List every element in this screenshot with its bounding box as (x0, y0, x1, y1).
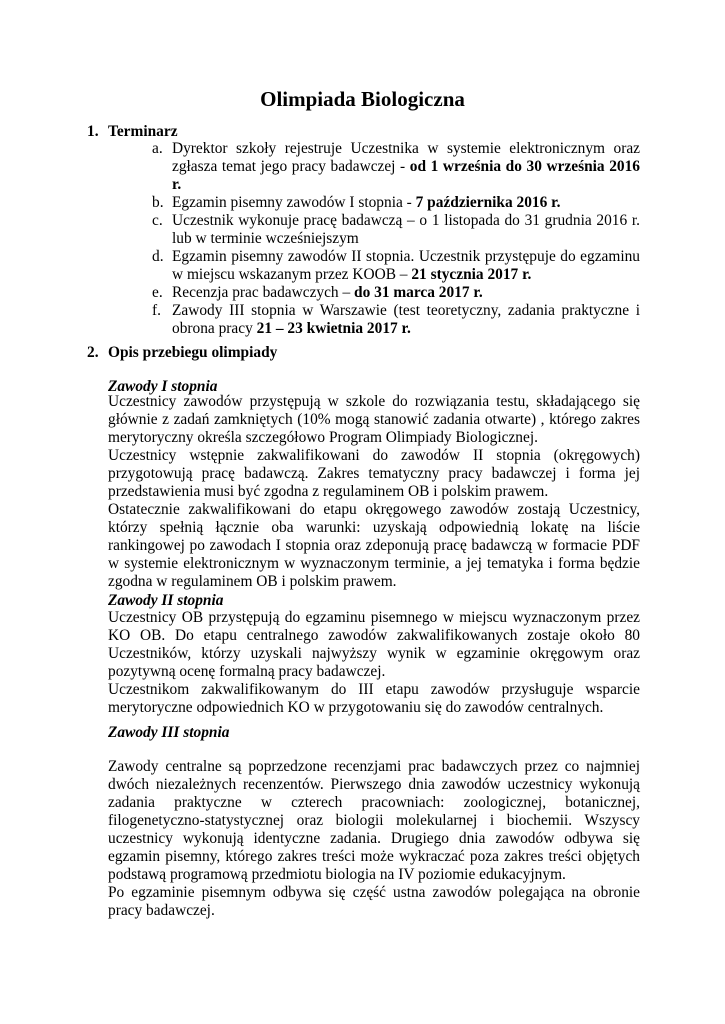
paragraph: Ostatecznie zakwalifikowani do etapu okręgowego zawodów zostają Uczestnicy, którzy spełnią łącznie oba warunki: uzyskają odpowiednią lokatę na liście rankingowej po zawodach I stopnia oraz zdeponują pracę badawczą w formacie PDF w systemie elektronicznym w wyznaczonym terminie, a jej tematyka i forma będzie zgodna w regulaminem OB i polskim prawem. (108, 501, 640, 590)
item-date: 7 października 2016 r. (415, 194, 561, 211)
item-letter: c. (152, 212, 163, 229)
section-number: 1. (87, 123, 99, 140)
schedule-list (152, 140, 640, 338)
section-number: 2. (87, 344, 99, 361)
paragraph: Uczestnicy wstępnie zakwalifikowani do zawodów II stopnia (okręgowych) przygotowują pracę badawczą. Zakres tematyczny pracy badawczej i forma jej przedstawienia musi być zgodna z regulaminem OB i polskim prawem. (108, 447, 640, 500)
item-letter: d. (152, 248, 164, 265)
item-letter: b. (152, 194, 164, 211)
schedule-item-c (152, 212, 640, 248)
item-date: do 31 marca 2017 r. (354, 284, 483, 301)
item-date: 21 stycznia 2017 r. (411, 266, 532, 283)
schedule-item-f (152, 302, 640, 338)
item-letter: a. (152, 140, 163, 157)
item-text: Dyrektor szkoły rejestruje Uczestnika w systemie elektronicznym oraz zgłasza temat jego pracy badawczej - (172, 140, 640, 175)
section-title: Opis przebiegu olimpiady (108, 344, 278, 361)
schedule-item-d (152, 248, 640, 284)
item-letter: e. (152, 284, 163, 301)
stage1-heading: Zawody I stopnia (108, 378, 218, 395)
page-title: Olimpiada Biologiczna (260, 87, 465, 111)
stage3-heading: Zawody III stopnia (108, 724, 230, 741)
item-date: od 1 września do 30 września 2016 r. (172, 158, 640, 193)
paragraph: Uczestnicy zawodów przystępują w szkole do rozwiązania testu, składającego się głównie z zadań zamkniętych (10% mogą stanowić zadania otwarte) , którego zakres merytoryczny określa szczegółowo Program Olimpiady Biologicznej. (108, 393, 640, 446)
paragraph: Uczestnicy OB przystępują do egzaminu pisemnego w miejscu wyznaczonym przez KO OB. Do etapu centralnego zawodów zakwalifikowanych zostaje około 80 Uczestników, którzy uzyskali najwyższy wynik w egzaminie okręgowym oraz pozytywną ocenę formalną pracy badawczej. (108, 609, 640, 680)
paragraph: Po egzaminie pisemnym odbywa się część ustna zawodów polegająca na obronie pracy badawczej. (108, 884, 640, 919)
stage2-heading: Zawody II stopnia (108, 592, 224, 609)
schedule-item-a (152, 140, 640, 194)
paragraph: Uczestnikom zakwalifikowanym do III etapu zawodów przysługuje wsparcie merytoryczne odpowiednich KO w przygotowaniu się do zawodów centralnych. (108, 681, 640, 716)
stage2-body (108, 609, 640, 717)
item-text: Egzamin pisemny zawodów I stopnia - (172, 194, 416, 211)
item-text: Egzamin pisemny zawodów II stopnia. Uczestnik przystępuje do egzaminu w miejscu wskazanym przez KOOB – (172, 248, 640, 283)
schedule-item-b (152, 194, 640, 212)
item-date: 21 – 23 kwietnia 2017 r. (256, 320, 411, 337)
section-heading-terminarz (87, 123, 647, 141)
schedule-item-e (152, 284, 640, 302)
stage3-body (108, 758, 640, 920)
item-text: Recenzja prac badawczych – (172, 284, 355, 301)
item-letter: f. (152, 302, 161, 319)
paragraph: Zawody centralne są poprzedzone recenzjami prac badawczych przez co najmniej dwóch niezależnych recenzentów. Pierwszego dnia zawodów uczestnicy wykonują zadania praktyczne w czterech pracowniach: zoologicznej, botanicznej, filogenetyczno-statystycznej oraz biologii molekularnej i biochemii. Wszyscy uczestnicy wykonują identyczne zadania. Drugiego dnia zawodów odbywa się egzamin pisemny, którego zakres treści może wykraczać poza zakres treści objętych podstawą programową przedmiotu biologia na IV poziomie edukacyjnym. (108, 758, 640, 883)
item-text: Zawody III stopnia w Warszawie (test teoretyczny, zadania praktyczne i obrona pracy (172, 302, 640, 337)
stage1-body (108, 393, 640, 591)
item-text: Uczestnik wykonuje pracę badawczą – o 1 listopada do 31 grudnia 2016 r. lub w terminie wcześniejszym (172, 212, 640, 247)
section-title: Terminarz (108, 123, 178, 140)
section-heading-opis (87, 344, 647, 362)
